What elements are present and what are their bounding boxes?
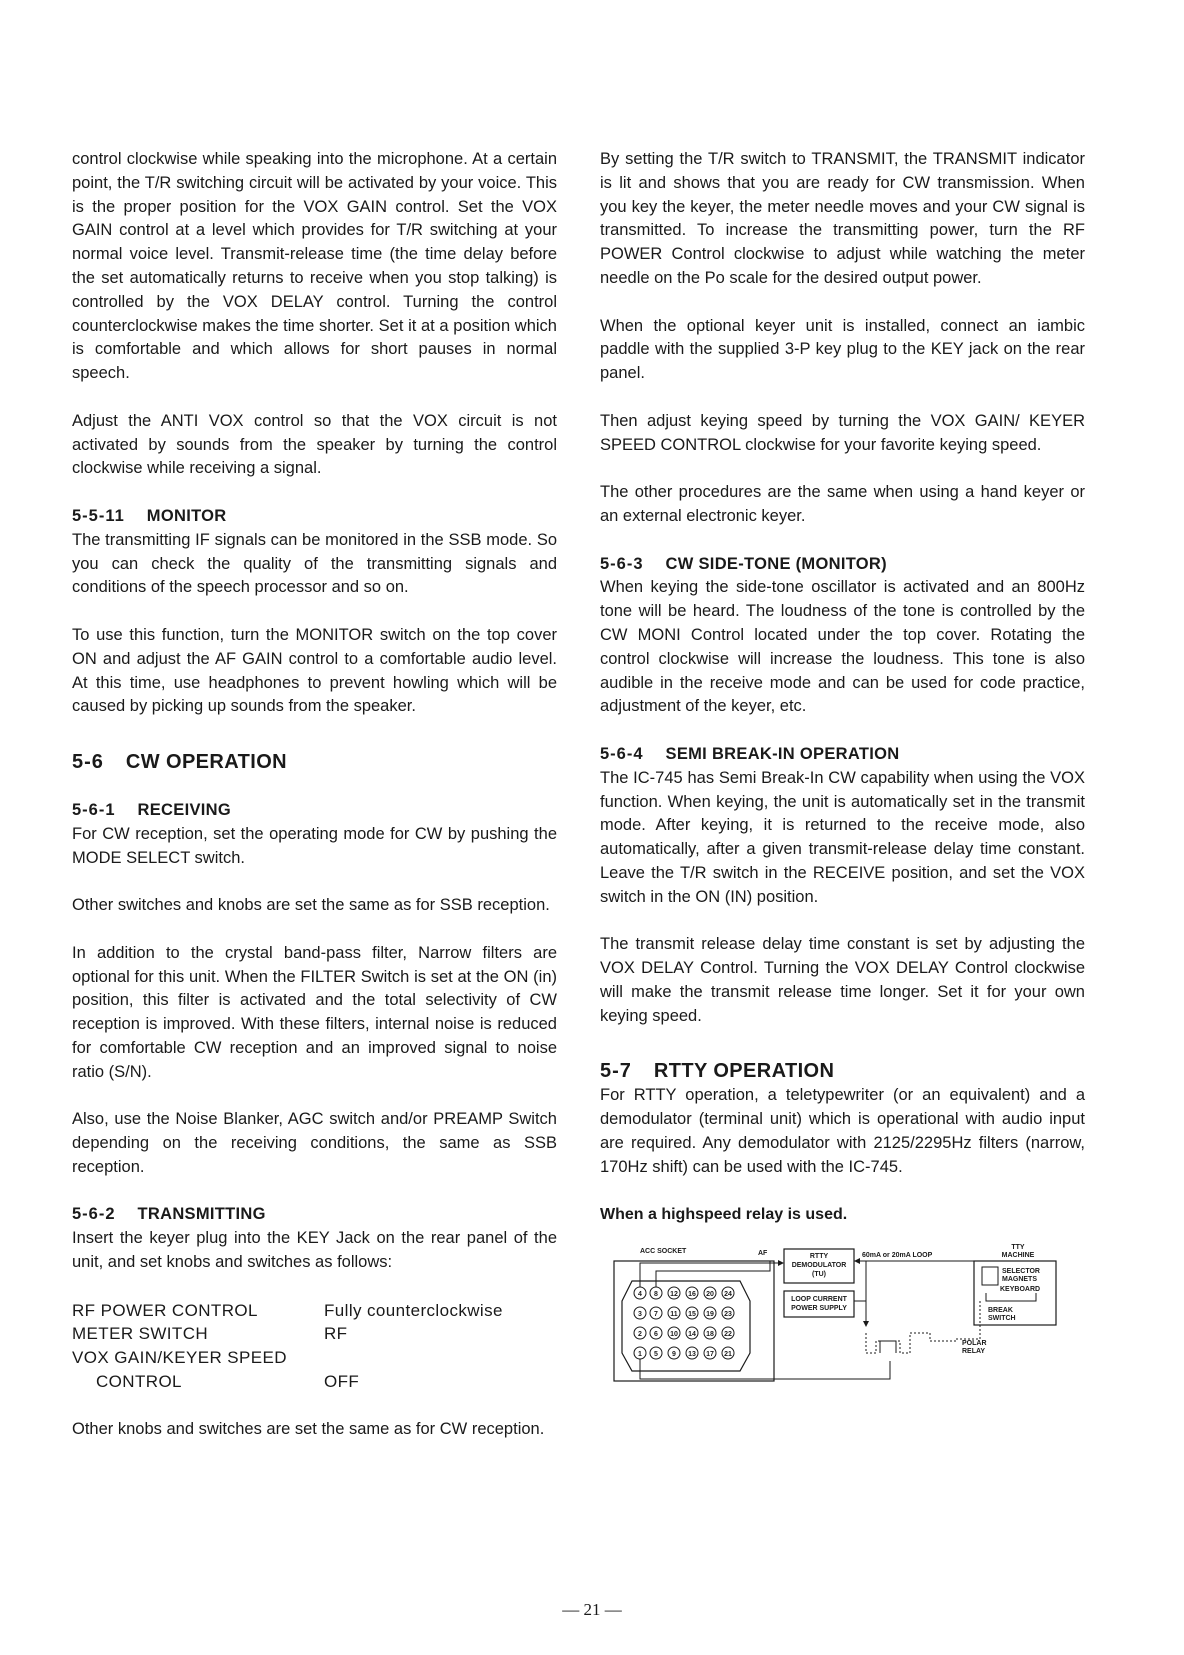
section-title: CW SIDE-TONE (MONITOR): [665, 554, 887, 573]
pin-row-1: [634, 1287, 734, 1299]
svg-text:14: 14: [688, 1331, 696, 1339]
left-column: [72, 148, 557, 1441]
transmitting-paragraph-2: Other knobs and switches are set the same as for CW reception.: [72, 1419, 545, 1438]
monitor-paragraph-2: To use this function, turn the MONITOR switch on the top cover ON and adjust the AF GAIN control to a comfortable audio level. At this time, use headphones to prevent howling which will be caused by picking up sounds from the speaker.: [72, 625, 557, 716]
svg-text:11: 11: [670, 1311, 678, 1319]
pin-row-4: [634, 1347, 734, 1359]
loop-label: 60mA or 20mA LOOP: [862, 1252, 933, 1260]
section-title: MONITOR: [146, 506, 227, 525]
setting-value: [324, 1346, 557, 1370]
page-number: — 21 —: [562, 1600, 622, 1619]
svg-text:8: 8: [654, 1291, 658, 1299]
setting-value: Fully counterclockwise: [324, 1300, 503, 1320]
polar-relay-coil: [880, 1341, 896, 1353]
section-number: 5-6-3: [600, 554, 644, 573]
setting-control: METER SWITCH: [72, 1324, 209, 1344]
breakin-heading: [600, 743, 1085, 767]
tty-label-line2: MACHINE: [1001, 1252, 1035, 1260]
settings-row: [72, 1322, 557, 1346]
rtty-paragraph: For RTTY operation, a teletypewriter (or an equivalent) and a demodulator (terminal unit) which is operational with audio input are required. Any demodulator with 2125/2295Hz filters (narrow, 170Hz shift) can be used with the IC-745.: [600, 1086, 1085, 1176]
relay-caption: When a highspeed relay is used.: [600, 1206, 848, 1224]
receiving-paragraph-2: Other switches and knobs are set the same as for SSB reception.: [72, 896, 550, 915]
breakin-paragraph-1: The IC-745 has Semi Break-In CW capability when using the VOX function. When keying, the unit is automatically set in the transmit mode. After keying, it is returned to the receive mode, also automatically, after a given transmit-release delay time constant. Leave the T/R switch in the RECEIVE position, and set the VOX switch in the ON (IN) position.: [600, 768, 1085, 906]
pin: [722, 1347, 734, 1359]
svg-text:2: 2: [638, 1331, 642, 1339]
pin: [686, 1307, 698, 1319]
setting-control: RF POWER CONTROL: [72, 1300, 258, 1320]
pin: [634, 1287, 646, 1299]
section-title: SEMI BREAK-IN OPERATION: [665, 744, 900, 763]
supply-wire: [854, 1261, 866, 1301]
svg-text:16: 16: [688, 1291, 696, 1299]
pin: [722, 1287, 734, 1299]
svg-text:6: 6: [654, 1331, 658, 1339]
setting-control: CONTROL: [96, 1372, 182, 1392]
rtty-label-line1: RTTY: [809, 1253, 829, 1261]
keyer-unit-paragraph: When the optional keyer unit is installed, connect an iambic paddle with the supplied 3-P key plug to the KEY jack on the rear panel.: [600, 316, 1085, 383]
svg-text:22: 22: [724, 1331, 732, 1339]
svg-text:17: 17: [706, 1351, 714, 1359]
svg-text:24: 24: [724, 1291, 732, 1299]
svg-text:12: 12: [670, 1291, 678, 1299]
pin: [704, 1347, 716, 1359]
arrow-icon: [778, 1260, 784, 1266]
section-number: 5-6-1: [72, 800, 116, 819]
pin: [686, 1327, 698, 1339]
ground-wire: [640, 1359, 890, 1379]
selector-magnet-symbol: [982, 1267, 998, 1285]
pin: [704, 1307, 716, 1319]
arrow-icon: [854, 1258, 860, 1264]
cw-operation-heading: [72, 749, 557, 775]
svg-text:1: 1: [638, 1351, 642, 1359]
pin: [686, 1347, 698, 1359]
polar-label-line1: POLAR: [962, 1340, 987, 1348]
vox-gain-paragraph: control clockwise while speaking into the microphone. At a certain point, the T/R switching circuit will be activated by your voice. This is the proper position for the VOX GAIN control. Set the VOX GAIN control at a level which provides for T/R switching at your normal voice level. Transmit-release time (the time delay before the set automatically returns to receive when you stop talking) is controlled by the VOX DELAY control. Turning the control counterclockwise makes the time shorter. Set it at a position which is comfortable and which allows for short pauses in normal speech.: [72, 150, 557, 383]
selector-label-line1: SELECTOR: [1002, 1268, 1040, 1276]
pin: [668, 1327, 680, 1339]
section-number: 5-6-4: [600, 744, 644, 763]
receiving-heading: [72, 799, 557, 823]
setting-value: OFF: [324, 1372, 360, 1392]
setting-value: RF: [324, 1324, 348, 1344]
section-title: CW OPERATION: [125, 751, 287, 774]
pin: [634, 1307, 646, 1319]
loop-supply-label-line2: POWER SUPPLY: [791, 1305, 847, 1313]
pin: [686, 1287, 698, 1299]
loop-supply-box: [784, 1291, 854, 1317]
pin: [650, 1287, 662, 1299]
svg-text:9: 9: [672, 1351, 676, 1359]
pin: [668, 1347, 680, 1359]
svg-text:23: 23: [724, 1311, 732, 1319]
sidetone-paragraph: When keying the side-tone oscillator is activated and an 800Hz tone will be heard. The loudness of the tone is controlled by the CW MONI Control located under the top cover. Rotating the control clockwise will increase the loudness. This tone is also audible in the receive mode and can be used for code practice, adjustment of the keyer, etc.: [600, 578, 1085, 716]
pin: [722, 1307, 734, 1319]
af-wire-2: [656, 1261, 770, 1287]
svg-text:5: 5: [654, 1351, 658, 1359]
af-wire: [640, 1263, 760, 1287]
selector-label-line2: MAGNETS: [1002, 1276, 1037, 1284]
af-label: AF: [758, 1250, 768, 1258]
pin: [634, 1347, 646, 1359]
pin: [704, 1327, 716, 1339]
break-label-line1: BREAK: [988, 1307, 1013, 1315]
pin: [650, 1347, 662, 1359]
rtty-wiring-diagram: [600, 1241, 1060, 1391]
loop-supply-label-line1: LOOP CURRENT: [791, 1296, 847, 1304]
svg-text:10: 10: [670, 1331, 678, 1339]
section-number: 5-6: [72, 751, 104, 774]
break-label-line2: SWITCH: [988, 1315, 1016, 1323]
tty-label-line1: TTY: [1011, 1244, 1025, 1252]
receiving-paragraph-3: In addition to the crystal band-pass filter, Narrow filters are optional for this unit. When the FILTER Switch is set at the ON (in) position, this filter is activated and the total selectivity of CW reception is improved. With these filters, internal noise is reduced for comfortable CW reception and an improved signal to noise ratio (S/N).: [72, 943, 557, 1081]
svg-text:7: 7: [654, 1311, 658, 1319]
pin: [650, 1307, 662, 1319]
pin: [634, 1327, 646, 1339]
receiving-paragraph-4: Also, use the Noise Blanker, AGC switch and/or PREAMP Switch depending on the receiving conditions, the same as SSB reception.: [72, 1110, 557, 1176]
settings-row: [72, 1346, 557, 1370]
pin: [668, 1287, 680, 1299]
svg-text:4: 4: [638, 1291, 642, 1299]
keying-speed-paragraph: Then adjust keying speed by turning the VOX GAIN/ KEYER SPEED CONTROL clockwise for your favorite keying speed.: [600, 411, 1085, 454]
section-title: RECEIVING: [137, 800, 231, 819]
keyboard-label: KEYBOARD: [1000, 1286, 1041, 1294]
svg-text:15: 15: [688, 1311, 696, 1319]
transmit-paragraph: By setting the T/R switch to TRANSMIT, the TRANSMIT indicator is lit and shows that you are ready for CW transmission. When you key the keyer, the meter needle moves and your CW signal is transmitted. To increase the transmitting power, turn the RF POWER Control clockwise to adjust while watching the meter needle on the Po scale for the desired output power.: [600, 150, 1085, 287]
breakin-paragraph-2: The transmit release delay time constant is set by adjusting the VOX DELAY Control. Turning the VOX DELAY Control clockwise will make the transmit release time longer. Set it for your own keying speed.: [600, 935, 1085, 1025]
svg-text:20: 20: [706, 1291, 714, 1299]
pin: [650, 1327, 662, 1339]
settings-row: [72, 1370, 557, 1394]
monitor-heading: [72, 505, 557, 529]
arrow-icon: [863, 1321, 869, 1327]
setting-control: VOX GAIN/KEYER SPEED: [72, 1348, 287, 1368]
tty-return-wire: [956, 1301, 980, 1339]
pin: [668, 1307, 680, 1319]
pin-row-3: [634, 1327, 734, 1339]
right-column: [600, 148, 1085, 1391]
svg-text:13: 13: [688, 1351, 696, 1359]
rtty-label-line3: (TU): [812, 1271, 826, 1279]
rtty-label-line2: DEMODULATOR: [791, 1262, 847, 1270]
section-title: TRANSMITTING: [137, 1205, 266, 1224]
section-number: 5-6-2: [72, 1205, 116, 1224]
transmitting-heading: [72, 1203, 557, 1227]
pin: [704, 1287, 716, 1299]
svg-text:21: 21: [724, 1351, 732, 1359]
settings-table: [72, 1299, 557, 1394]
other-procedures-paragraph: The other procedures are the same when using a hand keyer or an external electronic keyer.: [600, 483, 1085, 525]
pin-row-2: [634, 1307, 734, 1319]
transmitting-paragraph-1: Insert the keyer plug into the KEY Jack on the rear panel of the unit, and set knobs and switches as follows:: [72, 1229, 557, 1272]
section-title: RTTY OPERATION: [653, 1060, 835, 1083]
svg-text:18: 18: [706, 1331, 714, 1339]
keyboard-contacts: [986, 1293, 1036, 1301]
rtty-operation-heading: [600, 1058, 1085, 1084]
acc-socket-label: ACC SOCKET: [640, 1248, 687, 1256]
pin: [722, 1327, 734, 1339]
sidetone-heading: [600, 553, 1085, 577]
section-number: 5-7: [600, 1060, 632, 1083]
receiving-paragraph-1: For CW reception, set the operating mode for CW by pushing the MODE SELECT switch.: [72, 824, 557, 867]
settings-row: [72, 1299, 557, 1323]
svg-text:19: 19: [706, 1311, 714, 1319]
monitor-paragraph-1: The transmitting IF signals can be monitored in the SSB mode. So you can check the quality of the transmitting signals and conditions of the speech processor and so on.: [72, 530, 557, 597]
section-number: 5-5-11: [72, 506, 125, 525]
polar-label-line2: RELAY: [962, 1348, 986, 1356]
svg-text:3: 3: [638, 1311, 642, 1319]
anti-vox-paragraph: Adjust the ANTI VOX control so that the VOX circuit is not activated by sounds from the speaker by turning the control clockwise while receiving a signal.: [72, 411, 557, 478]
